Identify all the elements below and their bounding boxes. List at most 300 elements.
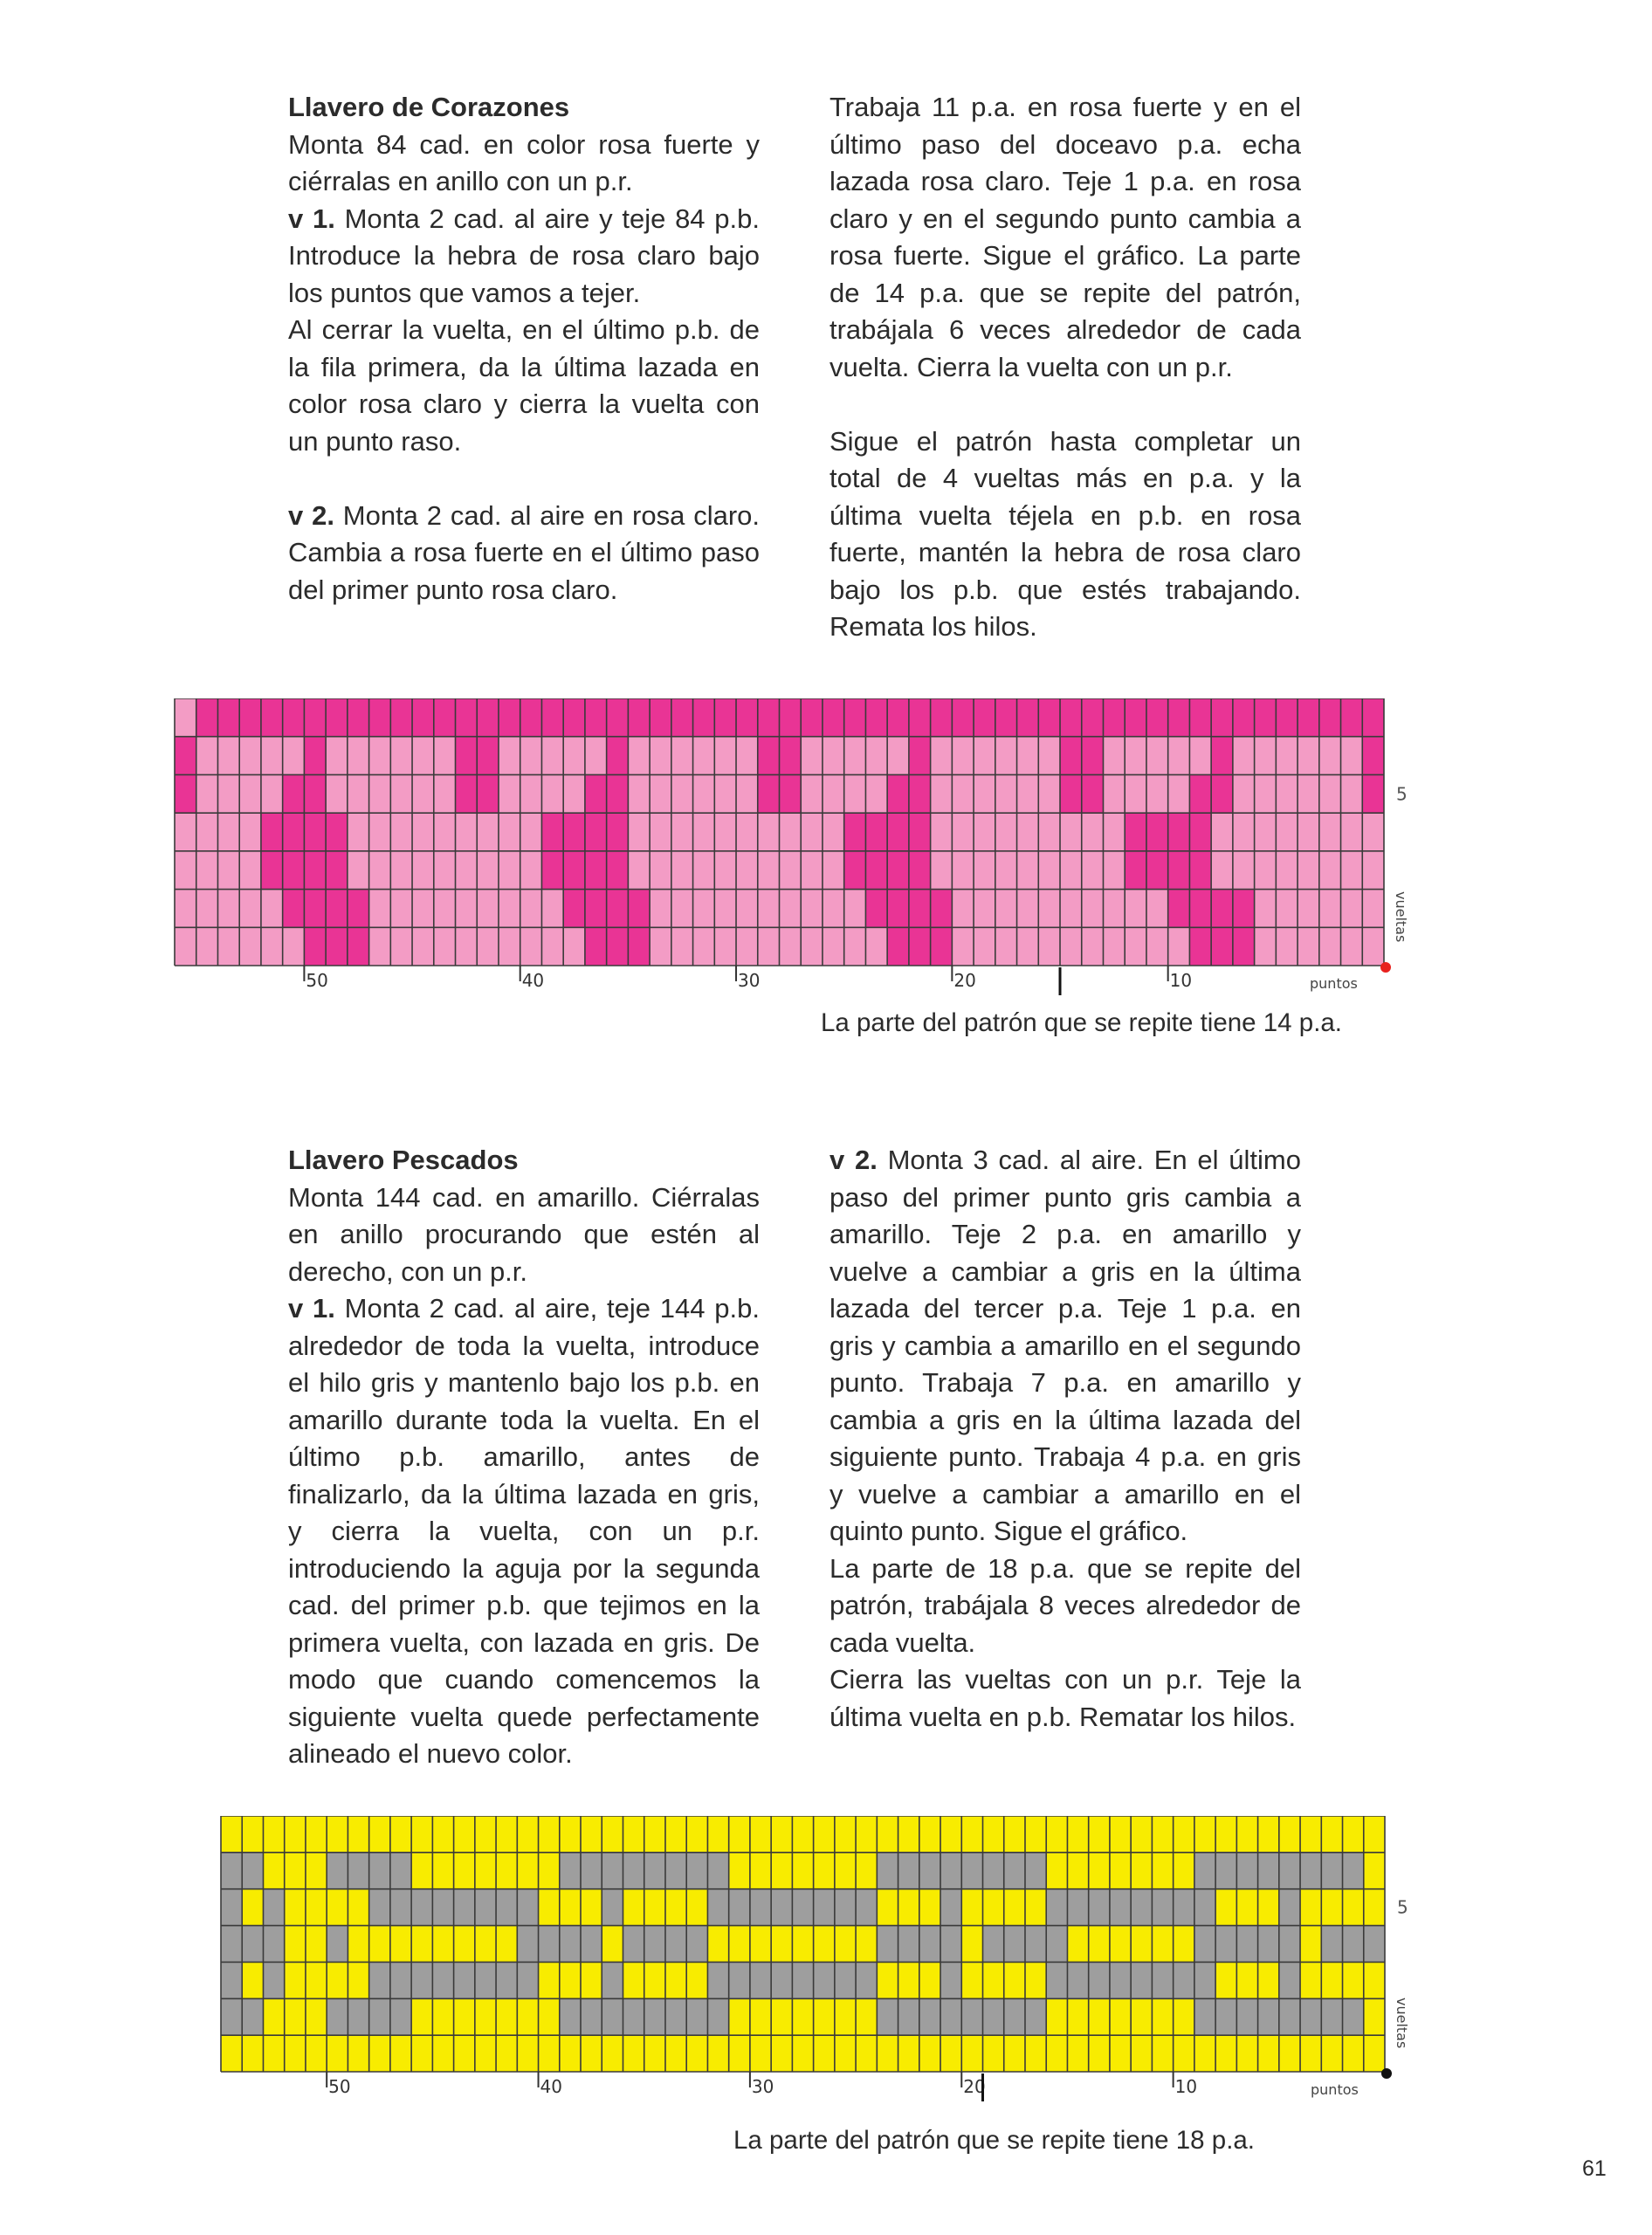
chart-cell [585, 890, 607, 928]
chart-cell [1298, 927, 1319, 966]
chart-cell [919, 2035, 941, 2072]
chart-cell [844, 927, 866, 966]
chart-cell [665, 1853, 687, 1889]
chart-cell [1215, 1962, 1237, 1998]
hearts-pattern-chart [166, 698, 1423, 1013]
chart-cell [801, 737, 823, 775]
chart-cell [560, 1926, 582, 1963]
chart-cell [1174, 1962, 1195, 1998]
chart-cell [306, 1816, 327, 1853]
chart-cell [644, 1889, 666, 1926]
chart-cell [517, 1889, 539, 1926]
chart-cell [369, 1926, 391, 1963]
chart-cell [1189, 774, 1211, 813]
chart-cell [390, 1962, 412, 1998]
chart-cell [707, 1926, 729, 1963]
chart-cell [1194, 1853, 1216, 1889]
chart-cell [644, 1998, 666, 2035]
chart-cell [1362, 813, 1384, 851]
chart-cell [242, 1853, 264, 1889]
chart-cell [877, 1853, 898, 1889]
chart-cell [1276, 737, 1298, 775]
chart-cell [607, 737, 629, 775]
chart-cell [560, 1816, 582, 1853]
chart-cell [1046, 2035, 1068, 2072]
chart-cell [1152, 1998, 1174, 2035]
chart-cell [623, 1926, 644, 1963]
chart-cell [1255, 698, 1277, 737]
chart-cell [771, 1816, 793, 1853]
chart-cell [520, 813, 542, 851]
chart-cell [327, 1853, 348, 1889]
chart-cell [887, 927, 909, 966]
chart-cell [175, 851, 196, 890]
chart-cell [961, 1853, 983, 1889]
chart-cell [1017, 813, 1039, 851]
chart-cell [628, 774, 650, 813]
section2-caption: La parte del patrón que se repite tiene 18 p.a. [733, 2126, 1255, 2155]
chart-cell [952, 774, 974, 813]
chart-cell [1082, 737, 1104, 775]
chart-cell [475, 1889, 497, 1926]
chart-cell [961, 1962, 983, 1998]
chart-cell [671, 927, 693, 966]
chart-cell [261, 890, 283, 928]
chart-cell [771, 1998, 793, 2035]
chart-cell [1258, 2035, 1280, 2072]
chart-cell [1194, 1816, 1216, 1853]
chart-cell [1046, 1816, 1068, 1853]
chart-cell [1362, 774, 1384, 813]
chart-cell [1089, 1926, 1111, 1963]
chart-cell [520, 927, 542, 966]
chart-cell [602, 2035, 623, 2072]
chart-cell [390, 1889, 412, 1926]
chart-cell [1131, 1962, 1153, 1998]
chart-cell [607, 927, 629, 966]
chart-cell [1060, 890, 1082, 928]
chart-cell [644, 1926, 666, 1963]
chart-cell [835, 1889, 857, 1926]
chart-cell [456, 774, 478, 813]
chart-cell [1152, 1889, 1174, 1926]
chart-cell [539, 1998, 561, 2035]
chart-cell [434, 698, 456, 737]
chart-cell [983, 1853, 1005, 1889]
chart-cell [1038, 698, 1060, 737]
chart-cell [780, 774, 802, 813]
chart-cell [348, 698, 369, 737]
chart-cell [671, 890, 693, 928]
chart-cell [729, 1998, 751, 2035]
chart-cell [348, 1816, 369, 1853]
chart-cell [390, 2035, 412, 2072]
chart-cell [919, 1998, 941, 2035]
chart-cell [539, 2035, 561, 2072]
chart-cell [348, 1853, 369, 1889]
chart-cell [665, 2035, 687, 2072]
chart-cell [814, 1926, 836, 1963]
chart-cell [263, 1889, 285, 1926]
chart-cell [1279, 2035, 1301, 2072]
chart-cell [263, 1926, 285, 1963]
chart-cell [175, 813, 196, 851]
chart-cell [196, 737, 218, 775]
chart-cell [1131, 1998, 1153, 2035]
chart-cell [304, 927, 326, 966]
chart-cell [1279, 1998, 1301, 2035]
chart-cell [412, 774, 434, 813]
chart-cell [844, 737, 866, 775]
chart-cell [1362, 698, 1384, 737]
chart-cell [1125, 813, 1146, 851]
chart-cell [520, 737, 542, 775]
chart-cell [1298, 890, 1319, 928]
chart-cell [369, 1816, 391, 1853]
chart-cell [517, 1962, 539, 1998]
chart-cell [952, 737, 974, 775]
chart-cell [771, 1962, 793, 1998]
chart-cell [1258, 1889, 1280, 1926]
chart-cell [1255, 813, 1277, 851]
chart-cell [560, 1998, 582, 2035]
chart-cell [539, 1962, 561, 1998]
chart-cell [602, 1816, 623, 1853]
chart-cell [844, 813, 866, 851]
chart-cell [563, 774, 585, 813]
chart-cell [650, 890, 671, 928]
chart-cell [780, 927, 802, 966]
chart-cell [196, 813, 218, 851]
chart-cell [707, 1998, 729, 2035]
chart-cell [1025, 1962, 1047, 1998]
chart-cell [434, 813, 456, 851]
chart-cell [541, 698, 563, 737]
chart-cell [602, 1962, 623, 1998]
chart-cell [1189, 813, 1211, 851]
chart-cell [1174, 1926, 1195, 1963]
chart-cell [750, 1926, 772, 1963]
chart-cell [348, 851, 369, 890]
chart-cell [1131, 2035, 1153, 2072]
fish-pattern-chart [210, 1816, 1423, 2122]
chart-cell [369, 1962, 391, 1998]
chart-cell [517, 1816, 539, 1853]
chart-cell [496, 1853, 518, 1889]
chart-cell [898, 1816, 920, 1853]
chart-cell [1082, 927, 1104, 966]
chart-cell [877, 1998, 898, 2035]
chart-cell [1131, 1816, 1153, 1853]
chart-cell [952, 698, 974, 737]
section1-left-column [288, 89, 760, 609]
chart-cell [581, 1926, 602, 1963]
chart-cell [456, 813, 478, 851]
chart-cell [196, 774, 218, 813]
chart-cell [750, 1889, 772, 1926]
chart-cell [541, 774, 563, 813]
chart-cell [327, 1889, 348, 1926]
chart-cell [412, 698, 434, 737]
chart-cell [877, 1926, 898, 1963]
chart-cell [931, 927, 953, 966]
chart-cell [758, 737, 780, 775]
chart-cell [306, 1962, 327, 1998]
chart-cell [369, 813, 391, 851]
chart-cell [650, 698, 671, 737]
chart-cell [974, 774, 995, 813]
chart-cell [974, 890, 995, 928]
chart-cell [961, 1816, 983, 1853]
chart-cell [1298, 737, 1319, 775]
chart-cell [560, 1962, 582, 1998]
chart-cell [801, 698, 823, 737]
chart-cell [1046, 1998, 1068, 2035]
chart-cell [628, 698, 650, 737]
chart-cell [650, 927, 671, 966]
chart-cell [263, 1816, 285, 1853]
chart-cell [454, 2035, 476, 2072]
chart-cell [261, 737, 283, 775]
chart-cell [1276, 890, 1298, 928]
chart-cell [801, 774, 823, 813]
chart-cell [835, 1926, 857, 1963]
chart-cell [1103, 813, 1125, 851]
chart-cell [623, 1816, 644, 1853]
chart-cell [1110, 1998, 1132, 2035]
chart-cell [1341, 774, 1363, 813]
chart-cell [1215, 1926, 1237, 1963]
chart-cell [898, 1998, 920, 2035]
chart-cell [541, 890, 563, 928]
chart-cell [348, 1962, 369, 1998]
chart-cell [865, 890, 887, 928]
chart-cell [919, 1816, 941, 1853]
chart-cell [221, 1926, 243, 1963]
chart-cell [1341, 927, 1363, 966]
chart-cell [1343, 2035, 1365, 2072]
chart-cell [1364, 2035, 1386, 2072]
chart-cell [693, 737, 715, 775]
chart-cell [1089, 2035, 1111, 2072]
chart-cell [390, 813, 412, 851]
chart-cell [607, 698, 629, 737]
chart-cell [644, 2035, 666, 2072]
chart-cell [1279, 1816, 1301, 1853]
chart-cell [475, 1853, 497, 1889]
chart-cell [1319, 774, 1341, 813]
chart-cell [1211, 737, 1233, 775]
chart-cell [729, 1926, 751, 1963]
chart-cell [814, 1816, 836, 1853]
chart-cell [1341, 813, 1363, 851]
chart-cell [477, 774, 499, 813]
chart-cell [909, 774, 931, 813]
chart-cell [1146, 851, 1168, 890]
chart-cell [411, 2035, 433, 2072]
chart-cell [1362, 890, 1384, 928]
chart-cell [581, 1853, 602, 1889]
chart-cell [1067, 1853, 1089, 1889]
chart-cell [499, 774, 520, 813]
chart-cell [348, 890, 369, 928]
chart-cell [585, 813, 607, 851]
chart-cells [221, 1816, 1385, 2072]
chart-cell [477, 737, 499, 775]
chart-cell [263, 1998, 285, 2035]
y-axis-label: vueltas [1394, 1998, 1410, 2049]
chart-cell [1067, 1816, 1089, 1853]
chart-cell [221, 1998, 243, 2035]
chart-cell [1060, 813, 1082, 851]
chart-cell [221, 1816, 243, 1853]
chart-cell [835, 1998, 857, 2035]
chart-cell [175, 737, 196, 775]
chart-cell [369, 737, 391, 775]
chart-cell [1067, 1998, 1089, 2035]
chart-cell [1125, 698, 1146, 737]
chart-cell [823, 774, 844, 813]
chart-cell [369, 2035, 391, 2072]
chart-cell [196, 851, 218, 890]
chart-cell [856, 1962, 878, 1998]
chart-cell [952, 813, 974, 851]
chart-cell [1103, 698, 1125, 737]
chart-cell [221, 2035, 243, 2072]
chart-cell [750, 1816, 772, 1853]
x-tick-label: 10 [1174, 2076, 1198, 2097]
chart-cell [327, 2035, 348, 2072]
chart-cell [239, 698, 261, 737]
chart-cell [1321, 1816, 1343, 1853]
chart-cell [736, 890, 758, 928]
chart-cell [835, 1962, 857, 1998]
chart-cell [283, 890, 305, 928]
section1-right-column [829, 89, 1301, 646]
chart-cell [1168, 813, 1190, 851]
chart-cell [1298, 851, 1319, 890]
chart-cell [520, 851, 542, 890]
chart-cell [390, 851, 412, 890]
x-axis-label: puntos [1310, 975, 1358, 992]
chart-cell [1082, 813, 1104, 851]
chart-cell [1321, 1962, 1343, 1998]
chart-cell [1168, 890, 1190, 928]
chart-cell [1152, 1816, 1174, 1853]
chart-cell [1233, 890, 1255, 928]
chart-cell [563, 698, 585, 737]
chart-cell [456, 890, 478, 928]
chart-cell [239, 927, 261, 966]
chart-cell [1146, 737, 1168, 775]
chart-cell [856, 1998, 878, 2035]
chart-cell [974, 927, 995, 966]
section2-right-p2: Cierra las vueltas con un p.r. Teje la última vuelta en p.b. Rematar los hilos. [829, 1664, 1301, 1732]
chart-cell [1279, 1926, 1301, 1963]
chart-cell [242, 2035, 264, 2072]
chart-cell [304, 774, 326, 813]
chart-cell [1236, 1889, 1258, 1926]
chart-cell [1089, 1816, 1111, 1853]
chart-cell [1298, 698, 1319, 737]
chart-cell [581, 2035, 602, 2072]
chart-cell [1168, 774, 1190, 813]
chart-cell [1038, 927, 1060, 966]
chart-cell [607, 813, 629, 851]
chart-cell [411, 1962, 433, 1998]
chart-cell [931, 774, 953, 813]
chart-cell [1258, 1962, 1280, 1998]
chart-cell [326, 774, 348, 813]
chart-cell [693, 813, 715, 851]
chart-cell [1017, 698, 1039, 737]
chart-cell [823, 698, 844, 737]
chart-cell [1025, 1926, 1047, 1963]
chart-cell [412, 737, 434, 775]
chart-cell [856, 2035, 878, 2072]
chart-cell [801, 813, 823, 851]
chart-cell [454, 1889, 476, 1926]
chart-cell [412, 813, 434, 851]
chart-cell [1189, 927, 1211, 966]
chart-cell [1255, 927, 1277, 966]
chart-cell [563, 890, 585, 928]
chart-cell [995, 774, 1017, 813]
chart-cell [1341, 737, 1363, 775]
chart-cell [1146, 890, 1168, 928]
chart-cell [1300, 1926, 1322, 1963]
chart-cell [898, 1926, 920, 1963]
chart-cell [306, 2035, 327, 2072]
chart-cell [283, 813, 305, 851]
x-tick-label: 30 [751, 2076, 774, 2097]
chart-cell [327, 1962, 348, 1998]
chart-cell [961, 1926, 983, 1963]
chart-cell [974, 851, 995, 890]
chart-cell [1362, 851, 1384, 890]
chart-cell [714, 737, 736, 775]
chart-cell [217, 890, 239, 928]
chart-cell [856, 1853, 878, 1889]
chart-cell [285, 1816, 306, 1853]
chart-cell [496, 1998, 518, 2035]
chart-cell [1025, 1853, 1047, 1889]
chart-cell [242, 1889, 264, 1926]
chart-cell [865, 774, 887, 813]
chart-cell [1343, 1853, 1365, 1889]
chart-cell [1233, 774, 1255, 813]
chart-cell [1258, 1853, 1280, 1889]
chart-cell [887, 698, 909, 737]
chart-cell [1300, 1889, 1322, 1926]
chart-cell [520, 698, 542, 737]
chart-cell [758, 890, 780, 928]
chart-cell [1276, 698, 1298, 737]
chart-cell [390, 1816, 412, 1853]
chart-cell [1110, 1926, 1132, 1963]
chart-cell [909, 737, 931, 775]
chart-cell [780, 698, 802, 737]
chart-cell [1125, 851, 1146, 890]
chart-cell [665, 1926, 687, 1963]
chart-cell [1236, 1962, 1258, 1998]
chart-cell [1321, 1998, 1343, 2035]
chart-cell [1298, 813, 1319, 851]
chart-cell [304, 698, 326, 737]
chart-cell [1125, 737, 1146, 775]
chart-cell [1067, 1962, 1089, 1998]
chart-cell [1211, 774, 1233, 813]
